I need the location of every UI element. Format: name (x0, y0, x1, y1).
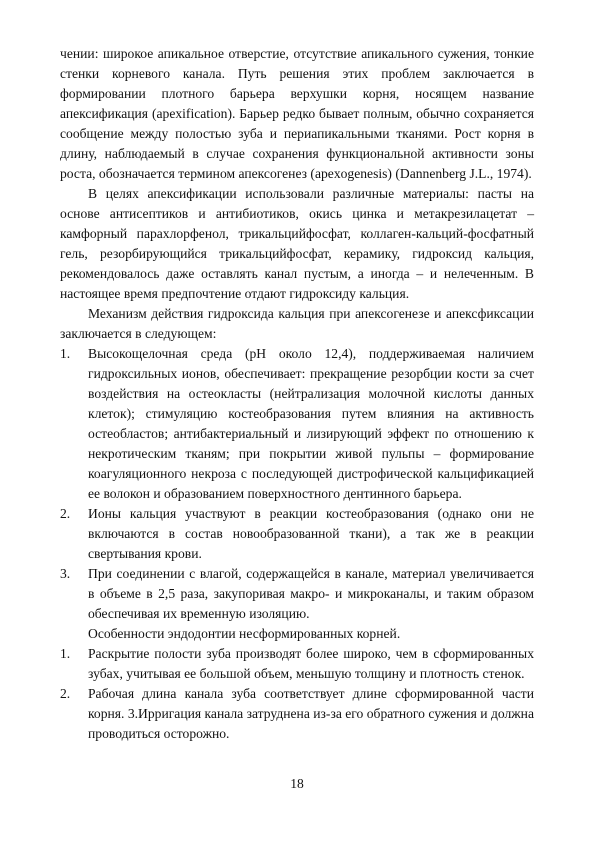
paragraph-mechanism: Механизм действия гидроксида кальция при апексогенезе и апексфиксации заключается в следующем: (60, 306, 534, 341)
list-item-text: При соединении с влагой, содержащейся в канале, материал увеличивается в объеме в 2,5 раза, закупоривая макро- и микроканалы, и таким образом обеспечивая их временную изоляцию. (88, 566, 534, 621)
paragraph-materials: В целях апексификации использовали различные материалы: пасты на основе антисептиков и антибиотиков, окись цинка и метакрезилацетат – камфорный парахлорфенол, трикальцийфосфат, коллаген-кальций-фосфатный гель, резорбирующийся трикальцийфосфат, керамику, гидроксид кальция, рекомендовалось даже оставлять канал пустым, а иногда – и нелеченным. В настоящее время предпочтение отдают гидроксиду кальция. (60, 186, 534, 301)
list-item (60, 644, 534, 684)
list-item (60, 564, 534, 644)
list-item (60, 504, 534, 564)
section-heading-unformed-roots: Особенности эндодонтии несформированных корней. (88, 626, 401, 641)
list-item-text: Высокощелочная среда (pH около 12,4), поддерживаемая наличием гидроксильных ионов, обеспечивает: прекращение резорбции кости за счет воздействия на остеокласты (нейтрализация молочной кислоты данных клеток); стимуляцию костеобразования путем влияния на активность остеобластов; антибактериальный и лизирующий эффект по отношению к некротическим тканям; при покрытии живой пульпы – формирование коагуляционного некроза с последующей дистрофической кальцификацией ее волокон и образованием поверхностного дентинного барьера. (88, 346, 534, 501)
list-item-text: Рабочая длина канала зуба соответствует длине сформированной части корня. 3.Ирригация канала затруднена из-за его обратного сужения и должна проводиться осторожно. (88, 686, 534, 741)
page-number: 18 (290, 776, 304, 791)
list-item (60, 344, 534, 504)
list-item-number: 1. (60, 646, 71, 661)
paragraph-apexification-intro: чении: широкое апикальное отверстие, отсутствие апикального сужения, тонкие стенки корневого канала. Путь решения этих проблем заключается в формировании плотного барьера верхушки корня, носящем название апексификация (apexification). Барьер редко бывает полным, обычно сохраняется сообщение между полостью зуба и периапикальными тканями. Рост корня в длину, наблюдаемый в случае сохранения функциональной активности зоны роста, обозначается термином апексогенез (apexogenesis) (Dannenberg J.L., 1974). (60, 46, 534, 181)
document-page (60, 44, 534, 744)
features-list (60, 644, 534, 744)
list-item-text: Раскрытие полости зуба производят более широко, чем в сформированных зубах, учитывая ее большой объем, меньшую толщину и плотность стенок. (88, 646, 534, 681)
list-item-number: 1. (60, 346, 71, 361)
list-item (60, 684, 534, 744)
list-item-text: Ионы кальция участвуют в реакции костеобразования (однако они не включаются в состав новообразованной ткани), а так же в реакции свертывания крови. (88, 506, 534, 561)
list-item-number: 2. (60, 686, 71, 701)
mechanism-list (60, 344, 534, 644)
list-item-number: 3. (60, 566, 71, 581)
list-item-number: 2. (60, 506, 71, 521)
